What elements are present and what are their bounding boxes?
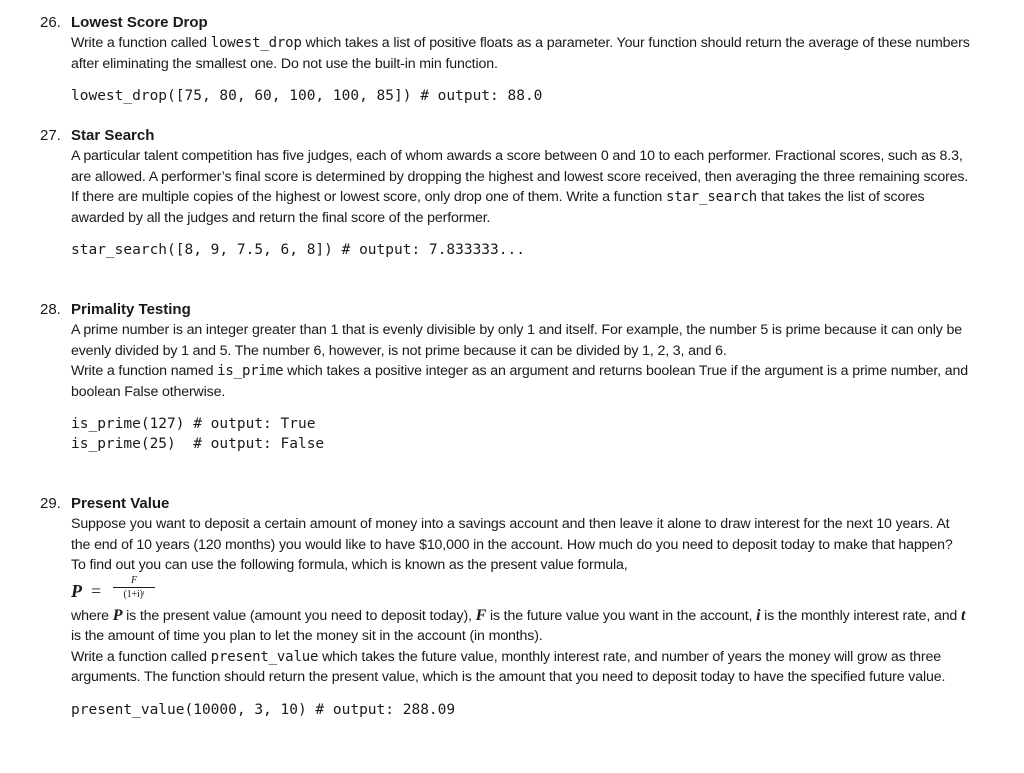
definition-text: is the amount of time you plan to let the money sit in the account (in months). — [71, 628, 543, 644]
problem-26 — [40, 13, 970, 106]
variable-f: F — [475, 606, 487, 624]
code-example: lowest_drop([75, 80, 60, 100, 100, 85]) # output: 88.0 — [71, 88, 543, 104]
present-value-formula — [71, 574, 970, 606]
definition-text: is the monthly interest rate, and — [760, 607, 961, 624]
code-line: is_prime(25) # output: False — [71, 436, 325, 452]
definition-text: where — [71, 607, 113, 624]
description-text: Write a function called — [71, 648, 211, 665]
formula-lhs: P — [71, 580, 82, 601]
definition-text: is the present value (amount you need to deposit today), — [122, 607, 476, 624]
problem-27 — [40, 126, 970, 260]
formula-equals: = — [91, 580, 102, 601]
function-name: star_search — [665, 189, 758, 205]
problem-title: Lowest Score Drop — [71, 14, 208, 31]
description-paragraph: Suppose you want to deposit a certain amount of money into a savings account and then leave it alone to draw interest for the next 10 years. At the end of 10 years (120 months) you would like to have $10,000 in the account. How much do you need to deposit today to make that happen? To find out you can use the following formula, which is known as the present value formula, — [71, 516, 953, 573]
problem-header — [40, 300, 970, 320]
description-text: which takes the future value, monthly interest rate, and number of years the money will grow as three arguments. The function should return the present value, which is the amount that you need to deposit today to have the specified future value. — [71, 648, 946, 685]
description-text: that takes the list of scores awarded by all the judges and return the final score of the performer. — [71, 189, 925, 226]
problem-number: 29. — [40, 495, 61, 512]
description-paragraph: A prime number is an integer greater than 1 that is evenly divisible by only 1 and itself. For example, the number 5 is prime because it can only be evenly divided by 1 and 5. The number 6, however, is not prime because it can be divided by 1, 2, 3, and 6. — [71, 322, 963, 359]
problem-title: Primality Testing — [71, 301, 191, 318]
description-text: Write a function called — [71, 35, 211, 51]
problem-title: Present Value — [71, 495, 170, 512]
problem-description — [71, 146, 970, 228]
code-example: present_value(10000, 3, 10) # output: 288.09 — [71, 701, 456, 718]
code-example — [71, 414, 970, 454]
problem-header — [40, 494, 970, 514]
function-name: present_value — [210, 648, 319, 665]
function-name: lowest_drop — [210, 35, 302, 51]
problem-number: 27. — [40, 127, 61, 144]
code-example: star_search([8, 9, 7.5, 6, 8]) # output: 7.833333... — [71, 242, 525, 258]
definition-text: is the future value you want in the account, — [486, 607, 757, 624]
function-name: is_prime — [217, 363, 284, 379]
description-text: which takes a positive integer as an argument and returns boolean True if the argument is a prime number, and boolean False otherwise. — [71, 363, 968, 400]
variable-i: i — [756, 606, 761, 624]
problem-description — [71, 320, 970, 402]
variable-definitions — [71, 606, 970, 647]
formula-denominator: (1+i)ᵗ — [123, 588, 145, 600]
description-text: A particular talent competition has five judges, each of whom awards a score between 0 and 10 to each performer. Fractional scores, such as 8.3, are allowed. A performer’s final score is determined by dropping the highest and lowest score received, then averaging the three remaining scores. If there are multiple copies of the highest or lowest score, only drop one of them. Write a function — [71, 148, 969, 205]
problem-header — [40, 13, 970, 33]
problem-29 — [40, 494, 970, 720]
problem-description — [71, 514, 970, 688]
problem-28 — [40, 300, 970, 454]
formula-fraction — [113, 575, 155, 602]
problem-description — [71, 33, 970, 74]
problem-header — [40, 126, 970, 146]
problem-number: 26. — [40, 14, 61, 31]
formula-numerator: F — [113, 575, 155, 588]
problem-number: 28. — [40, 301, 61, 318]
variable-p: P — [112, 606, 123, 624]
problem-title: Star Search — [71, 127, 155, 144]
variable-t: t — [960, 606, 966, 624]
description-text: which takes a list of positive floats as a parameter. Your function should return the average of these numbers after eliminating the smallest one. Do not use the built-in min function. — [71, 35, 970, 72]
code-line: is_prime(127) # output: True — [71, 416, 316, 432]
description-text: Write a function named — [71, 363, 218, 379]
